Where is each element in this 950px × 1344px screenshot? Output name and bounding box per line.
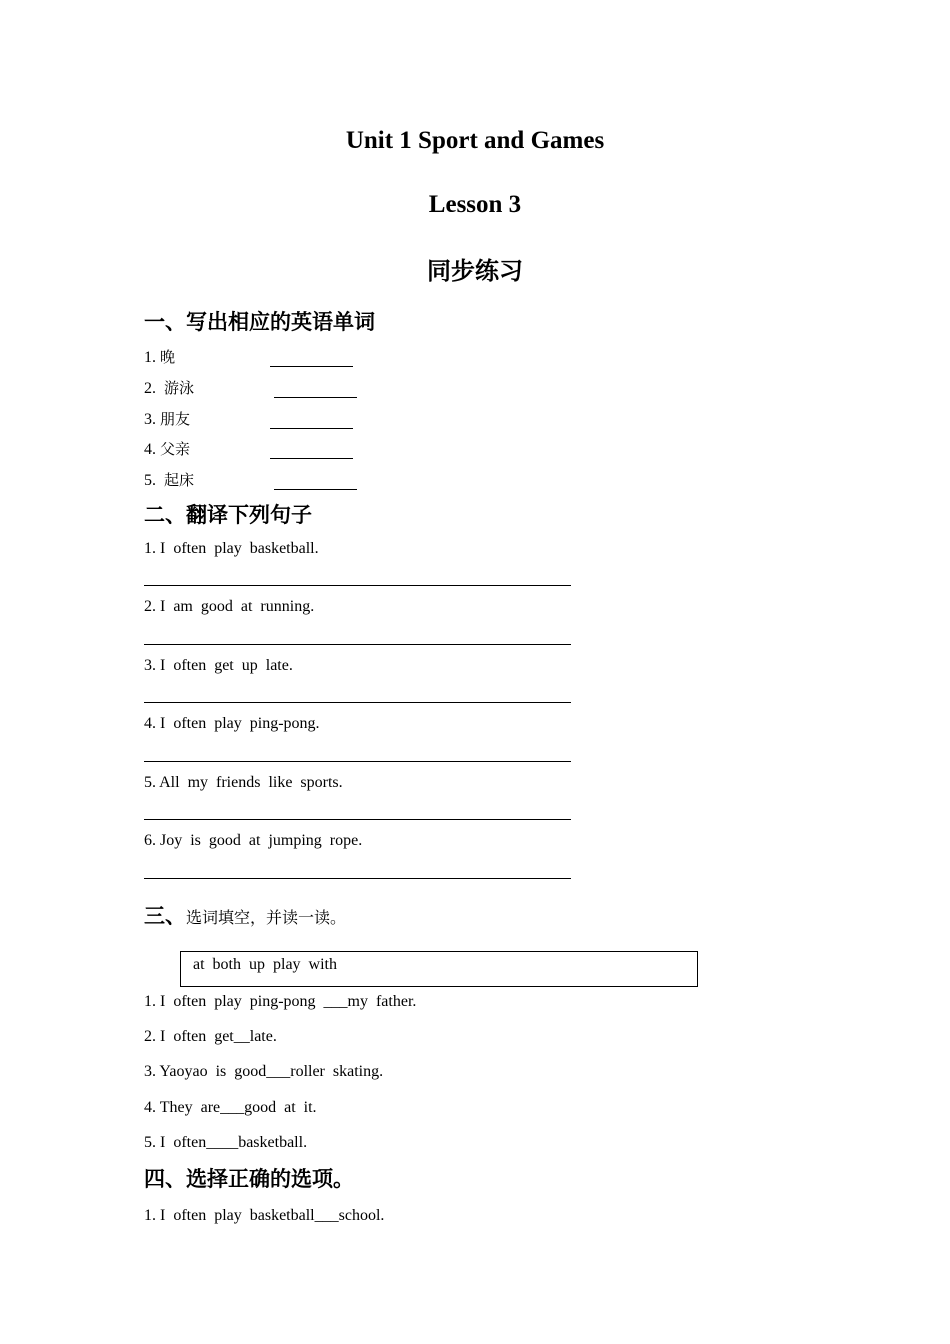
subtitle: 同步练习 xyxy=(427,257,523,285)
blank-line[interactable] xyxy=(270,366,353,367)
word-bank-box xyxy=(180,951,698,987)
section4-heading: 四、选择正确的选项。 xyxy=(144,1167,354,1191)
answer-line-1[interactable] xyxy=(144,585,571,586)
sentence-2: 2. I am good at running. xyxy=(144,598,315,615)
page-title: Unit 1 Sport and Games xyxy=(345,127,605,154)
blank-line[interactable] xyxy=(270,428,353,429)
blank-line[interactable] xyxy=(274,489,357,490)
answer-line-2[interactable] xyxy=(144,644,571,645)
sentence-4: 4. I often play ping-pong. xyxy=(144,715,320,732)
fill-blank-4: 4. They are___good at it. xyxy=(144,1099,317,1116)
blank-line[interactable] xyxy=(270,458,353,459)
section1-item-2: 2. 游泳 xyxy=(144,379,195,397)
section1-heading: 一、写出相应的英语单词 xyxy=(144,310,375,334)
word-bank: at both up play with xyxy=(193,956,337,973)
answer-line-3[interactable] xyxy=(144,702,571,703)
sentence-1: 1. I often play basketball. xyxy=(144,540,319,557)
blank-line[interactable] xyxy=(274,397,357,398)
sentence-5: 5. All my friends like sports. xyxy=(144,774,343,791)
section1-item-5: 5. 起床 xyxy=(144,471,195,489)
section1-item-3: 3. 朋友 xyxy=(144,410,191,428)
answer-line-6[interactable] xyxy=(144,878,571,879)
answer-line-5[interactable] xyxy=(144,819,571,820)
section2-heading: 二、翻译下列句子 xyxy=(144,503,312,527)
section3-heading: 三、选词填空，并读一读。 xyxy=(144,904,347,928)
sentence-6: 6. Joy is good at jumping rope. xyxy=(144,832,363,849)
answer-line-4[interactable] xyxy=(144,761,571,762)
fill-blank-3: 3. Yaoyao is good___roller skating. xyxy=(144,1063,384,1080)
fill-blank-5: 5. I often____basketball. xyxy=(144,1134,308,1151)
sentence-3: 3. I often get up late. xyxy=(144,657,293,674)
fill-blank-1: 1. I often play ping-pong ___my father. xyxy=(144,993,417,1010)
choice-question-1: 1. I often play basketball___school. xyxy=(144,1207,385,1224)
section1-item-1: 1. 晚 xyxy=(144,348,176,366)
fill-blank-2: 2. I often get__late. xyxy=(144,1028,277,1045)
section1-item-4: 4. 父亲 xyxy=(144,440,191,458)
lesson-title: Lesson 3 xyxy=(428,191,522,218)
